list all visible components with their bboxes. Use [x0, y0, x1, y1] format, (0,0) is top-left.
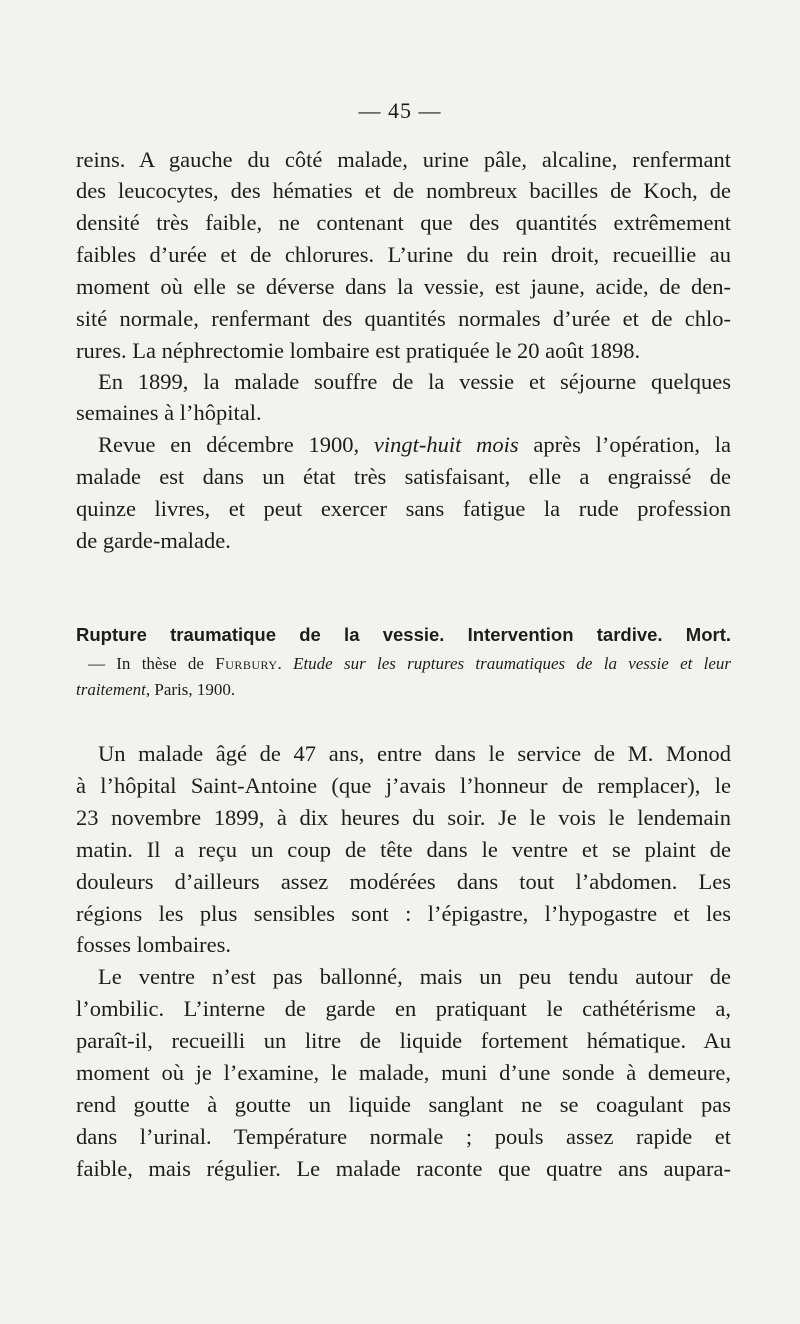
citation-line [76, 677, 731, 703]
text-run: Revue en décembre 1900, [98, 432, 374, 457]
case-heading: Rupture traumatique de la vessie. Intervention tardive. Mort. [76, 624, 731, 645]
text-line [98, 430, 731, 460]
text-line: moment où elle se déverse dans la vessie, est jaune, acide, de den- [76, 274, 731, 299]
text-line: En 1899, la malade souffre de la vessie et séjourne quelques [98, 369, 731, 394]
text-line: densité très faible, ne contenant que des quantités extrêmement [76, 210, 731, 235]
text-line: semaines à l’hôpital. [76, 400, 262, 425]
text-line: douleurs d’ailleurs assez modérées dans tout l’abdomen. Les [76, 869, 731, 894]
citation-author: Furbury [215, 654, 278, 673]
text-line: des leucocytes, des hématies et de nombreux bacilles de Koch, de [76, 178, 731, 203]
text-line: reins. A gauche du côté malade, urine pâle, alcaline, renfermant [76, 147, 731, 172]
emphasis-text: vingt-huit mois [373, 432, 519, 457]
citation-suffix: , Paris, 1900. [145, 680, 236, 699]
text-line: dans l’urinal. Température normale ; pouls assez rapide et [76, 1124, 731, 1149]
text-line: Un malade âgé de 47 ans, entre dans le service de M. Monod [98, 741, 731, 766]
text-line: faibles d’urée et de chlorures. L’urine du rein droit, recueillie au [76, 242, 731, 267]
text-line: moment où je l’examine, le malade, muni d’une sonde à demeure, [76, 1060, 731, 1085]
citation-line [88, 651, 731, 677]
text-line: rures. La néphrectomie lombaire est pratiquée le 20 août 1898. [76, 338, 641, 363]
text-line: rend goutte à goutte un liquide sanglant ne se coagulant pas [76, 1092, 731, 1117]
text-line: à l’hôpital Saint-Antoine (que j’avais l’honneur de remplacer), le [76, 773, 731, 798]
text-line: faible, mais régulier. Le malade raconte que quatre ans aupara- [76, 1156, 731, 1181]
text-line: quinze livres, et peut exercer sans fatigue la rude profession [76, 496, 731, 521]
citation-title: traitement [76, 680, 146, 699]
text-line: régions les plus sensibles sont : l’épigastre, l’hypogastre et les [76, 901, 731, 926]
citation-title: Etude sur les ruptures traumatiques de la vessie et leur [293, 654, 732, 673]
text-line: 23 novembre 1899, à dix heures du soir. Je le vois le lendemain [76, 805, 731, 830]
text-line: Le ventre n’est pas ballonné, mais un peu tendu autour de [98, 964, 731, 989]
text-run: après l’opération, la [518, 432, 731, 457]
citation-prefix: — In thèse de [88, 654, 216, 673]
citation-period: . [277, 654, 294, 673]
text-line: fosses lombaires. [76, 932, 231, 957]
text-line: de garde-malade. [76, 528, 231, 553]
page-number: — 45 — [358, 98, 442, 123]
text-line: malade est dans un état très satisfaisant, elle a engraissé de [76, 464, 731, 489]
text-line: paraît-il, recueilli un litre de liquide fortement hématique. Au [76, 1028, 731, 1053]
text-line: l’ombilic. L’interne de garde en pratiquant le cathétérisme a, [76, 996, 731, 1021]
text-line: matin. Il a reçu un coup de tête dans le ventre et se plaint de [76, 837, 731, 862]
text-line: sité normale, renfermant des quantités normales d’urée et de chlo- [76, 306, 731, 331]
